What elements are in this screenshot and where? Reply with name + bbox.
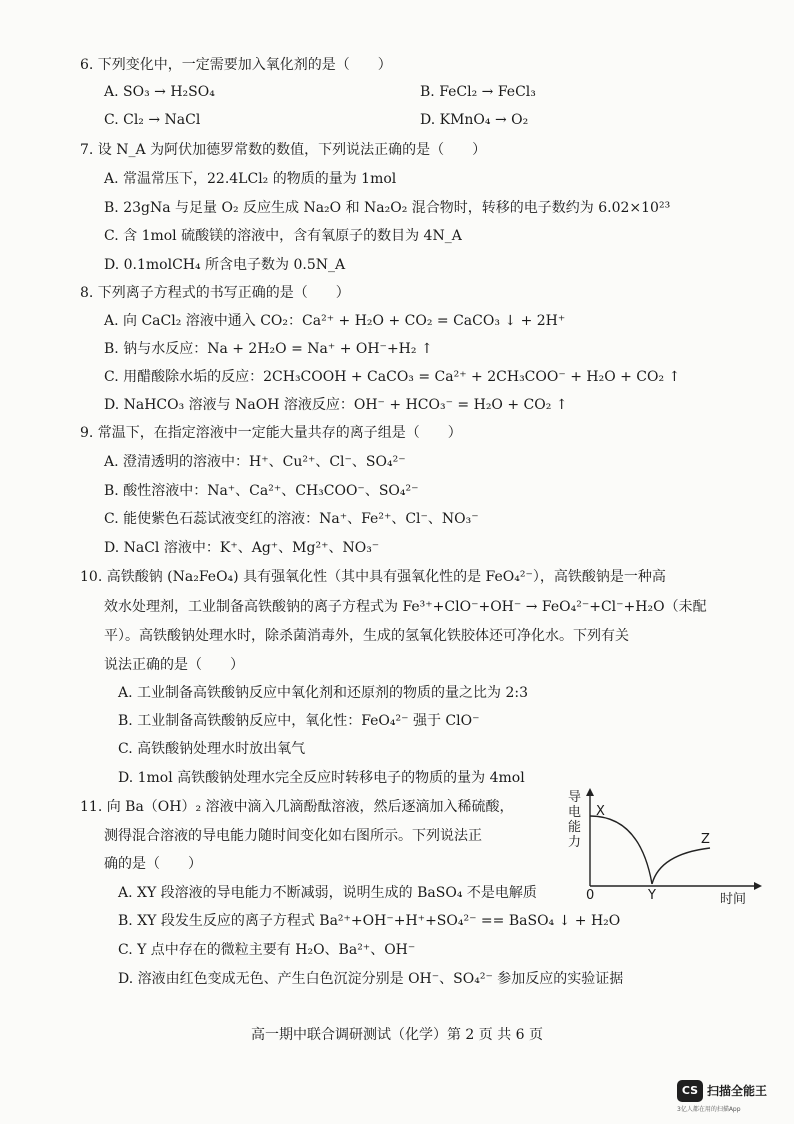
- q10-option-b: B. 工业制备高铁酸钠反应中，氧化性：FeO₄²⁻ 强于 ClO⁻: [118, 713, 480, 729]
- x-axis-arrow: [754, 882, 762, 890]
- scanner-brand-tagline: 3亿人都在用的扫描App: [677, 1106, 741, 1113]
- graph-origin: 0: [586, 888, 595, 903]
- q10-stem-line1: 10. 高铁酸钠 (Na₂FeO₄) 具有强氧化性（其中具有强氧化性的是 FeO₄²⁻），高铁酸钠是一种高: [80, 569, 666, 585]
- scanner-logo-icon: CS: [677, 1080, 703, 1102]
- q9-option-a: A. 澄清透明的溶液中：H⁺、Cu²⁺、Cl⁻、SO₄²⁻: [104, 454, 406, 470]
- y-axis-arrow: [586, 788, 594, 796]
- graph-ylabel: 导电能力: [568, 790, 582, 850]
- q7-stem: 7. 设 N_A 为阿伏加德罗常数的数值，下列说法正确的是（ ）: [80, 142, 487, 158]
- q9-option-d: D. NaCl 溶液中：K⁺、Ag⁺、Mg²⁺、NO₃⁻: [104, 540, 380, 556]
- scanner-watermark: [677, 1080, 787, 1114]
- page-footer: 高一期中联合调研测试（化学）第 2 页 共 6 页: [250, 1027, 544, 1043]
- graph-xlabel: 时间: [720, 892, 747, 907]
- q10-stem-line3: 平）。高铁酸钠处理水时，除杀菌消毒外，生成的氢氧化铁胶体还可净化水。下列有关: [104, 628, 629, 644]
- q6-option-b: B. FeCl₂ → FeCl₃: [420, 84, 536, 100]
- q10-stem-line4: 说法正确的是（ ）: [104, 657, 244, 673]
- q10-option-a: A. 工业制备高铁酸钠反应中氧化剂和还原剂的物质的量之比为 2:3: [118, 685, 528, 701]
- q10-option-c: C. 高铁酸钠处理水时放出氧气: [118, 741, 306, 757]
- q8-option-c: C. 用醋酸除水垢的反应：2CH₃COOH + CaCO₃ = Ca²⁺ + 2CH₃COO⁻ + H₂O + CO₂ ↑: [104, 369, 681, 385]
- graph-point-y: Y: [648, 888, 656, 903]
- q8-option-a: A. 向 CaCl₂ 溶液中通入 CO₂：Ca²⁺ + H₂O + CO₂ = CaCO₃ ↓ + 2H⁺: [104, 313, 566, 329]
- q11-stem-line1: 11. 向 Ba（OH）₂ 溶液中滴入几滴酚酞溶液，然后逐滴加入稀硫酸，: [80, 799, 514, 815]
- q6-stem: 6. 下列变化中，一定需要加入氧化剂的是（ ）: [80, 57, 392, 73]
- q7-option-c: C. 含 1mol 硫酸镁的溶液中，含有氧原子的数目为 4N_A: [104, 228, 462, 244]
- q9-stem: 9. 常温下，在指定溶液中一定能大量共存的离子组是（ ）: [80, 425, 462, 441]
- q7-option-b: B. 23gNa 与足量 O₂ 反应生成 Na₂O 和 Na₂O₂ 混合物时，转移的电子数约为 6.02×10²³: [104, 200, 671, 216]
- q7-option-d: D. 0.1molCH₄ 所含电子数为 0.5N_A: [104, 257, 346, 273]
- q10-stem-line2: 效水处理剂，工业制备高铁酸钠的离子方程式为 Fe³⁺+ClO⁻+OH⁻ → FeO₄²⁻+Cl⁻+H₂O（未配: [104, 599, 707, 615]
- scanner-brand-name: 扫描全能王: [707, 1084, 768, 1098]
- conductivity-graph: [560, 786, 765, 906]
- q11-option-b: B. XY 段发生反应的离子方程式 Ba²⁺+OH⁻+H⁺+SO₄²⁻ == BaSO₄ ↓ + H₂O: [118, 913, 621, 929]
- curve-xy: [590, 816, 652, 884]
- q11-stem-line3: 确的是（ ）: [104, 856, 202, 872]
- q6-option-a: A. SO₃ → H₂SO₄: [104, 84, 215, 100]
- q8-option-b: B. 钠与水反应：Na + 2H₂O = Na⁺ + OH⁻+H₂ ↑: [104, 341, 433, 357]
- q8-option-d: D. NaHCO₃ 溶液与 NaOH 溶液反应：OH⁻ + HCO₃⁻ = H₂O + CO₂ ↑: [104, 397, 568, 413]
- q9-option-c: C. 能使紫色石蕊试液变红的溶液：Na⁺、Fe²⁺、Cl⁻、NO₃⁻: [104, 511, 479, 527]
- q11-option-a: A. XY 段溶液的导电能力不断减弱，说明生成的 BaSO₄ 不是电解质: [118, 885, 537, 901]
- q7-option-a: A. 常温常压下，22.4LCl₂ 的物质的量为 1mol: [104, 171, 397, 187]
- q6-option-d: D. KMnO₄ → O₂: [420, 112, 529, 128]
- graph-point-x: X: [596, 804, 605, 819]
- q11-stem-line2: 测得混合溶液的导电能力随时间变化如右图所示。下列说法正: [104, 828, 482, 844]
- q9-option-b: B. 酸性溶液中：Na⁺、Ca²⁺、CH₃COO⁻、SO₄²⁻: [104, 483, 419, 499]
- q6-option-c: C. Cl₂ → NaCl: [104, 112, 201, 128]
- q11-option-c: C. Y 点中存在的微粒主要有 H₂O、Ba²⁺、OH⁻: [118, 942, 416, 958]
- q11-option-d: D. 溶液由红色变成无色、产生白色沉淀分别是 OH⁻、SO₄²⁻ 参加反应的实验证据: [118, 971, 624, 987]
- q10-option-d: D. 1mol 高铁酸钠处理水完全反应时转移电子的物质的量为 4mol: [118, 770, 525, 786]
- q8-stem: 8. 下列离子方程式的书写正确的是（ ）: [80, 285, 350, 301]
- graph-point-z: Z: [701, 832, 710, 847]
- curve-yz: [652, 848, 710, 884]
